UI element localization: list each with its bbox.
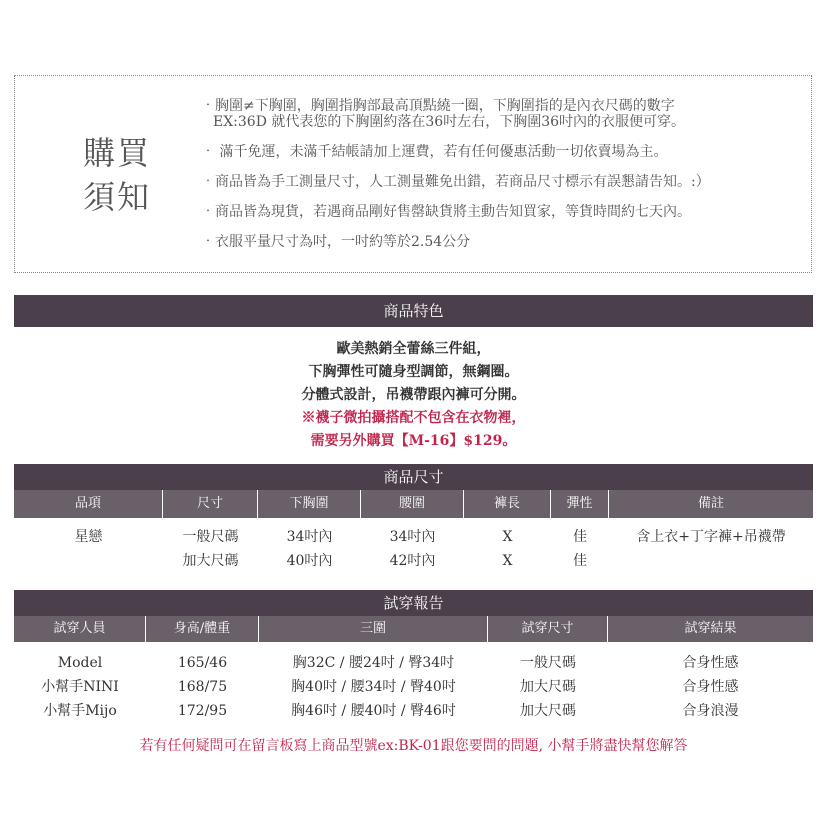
table-cell: 合身浪漫 <box>682 703 739 719</box>
size-header: 商品尺寸 <box>14 464 813 490</box>
report-col-header: 試穿結果 <box>684 621 737 636</box>
notice-item <box>201 98 797 130</box>
table-cell: 星戀 <box>74 529 103 545</box>
feature-warning-line: 需要另外購買【M-16】$129。 <box>310 433 517 449</box>
size-col-header: 備註 <box>697 496 724 511</box>
notice-item-text: EX:36D 就代表您的下胸圍約落在36吋左右，下胸圍36吋內的衣服便可穿。 <box>213 114 686 130</box>
notice-item <box>201 234 797 250</box>
table-row <box>14 549 813 573</box>
notice-title <box>83 131 173 219</box>
report-col-header: 試穿人員 <box>14 616 146 642</box>
size-col-header: 下胸圍 <box>258 490 361 518</box>
table-cell: 172/95 <box>177 703 228 719</box>
table-cell: 42吋內 <box>389 553 436 569</box>
notice-item-text: ‧商品皆為現貨，若遇商品剛好售罄缺貨將主動告知買家，等貨時間約七天內。 <box>201 204 691 220</box>
notice-list <box>201 98 797 264</box>
table-cell: 165/46 <box>177 655 228 671</box>
table-cell: 合身性感 <box>682 655 739 671</box>
table-cell: 一般尺碼 <box>520 655 576 671</box>
table-cell: 34吋內 <box>286 529 333 545</box>
purchase-notice-box <box>14 75 812 273</box>
table-cell: 加大尺碼 <box>520 703 576 719</box>
footer-note: 若有任何疑問可在留言板寫上商品型號ex:BK-01跟您要問的問題, 小幫手將盡快幫您解答 <box>139 738 688 754</box>
table-cell: 胸40吋 / 腰34吋 / 臀40吋 <box>291 679 456 695</box>
table-cell: 加大尺碼 <box>182 553 239 569</box>
report-col-header: 試穿尺寸 <box>488 616 608 642</box>
feature-line: 歐美熱銷全蕾絲三件組， <box>336 341 491 357</box>
size-col-header: 品項 <box>14 490 163 518</box>
table-cell: 小幫手Mijo <box>43 703 117 719</box>
table-cell <box>609 549 813 573</box>
table-cell: 40吋內 <box>286 553 333 569</box>
report-col-header: 三圍 <box>259 616 488 642</box>
notice-item <box>201 174 797 190</box>
table-row <box>14 525 813 549</box>
size-col-header: 褲長 <box>464 490 551 518</box>
size-col-header: 腰圍 <box>361 490 464 518</box>
table-cell: Model <box>57 655 103 671</box>
notice-item-text: ‧衣服平量尺寸為吋，一吋約等於2.54公分 <box>201 234 471 250</box>
notice-item-text: ‧胸圍≠下胸圍，胸圍指胸部最高頂點繞一圈，下胸圍指的是內衣尺碼的數字 <box>201 98 675 114</box>
table-cell: 一般尺碼 <box>182 529 239 545</box>
table-cell: 小幫手NINI <box>41 679 119 695</box>
report-table-body <box>14 651 813 723</box>
report-col-header: 身高/體重 <box>146 616 259 642</box>
table-cell: 加大尺碼 <box>520 679 576 695</box>
table-cell: 胸32C / 腰24吋 / 臀34吋 <box>292 655 455 671</box>
notice-title-line1: 購買 <box>83 134 152 172</box>
notice-item <box>201 144 797 160</box>
features-text <box>14 338 813 453</box>
table-cell: 合身性感 <box>682 679 739 695</box>
size-col-header: 彈性 <box>551 490 609 518</box>
feature-line: 下胸彈性可隨身型調節，無鋼圈。 <box>308 364 519 380</box>
table-cell: X <box>502 529 513 545</box>
size-table-body <box>14 525 813 573</box>
table-cell: 胸46吋 / 腰40吋 / 臀46吋 <box>291 703 456 719</box>
feature-line: 分體式設計，吊襪帶跟內褲可分開。 <box>301 387 526 403</box>
size-col-header: 尺寸 <box>163 490 258 518</box>
table-cell: 含上衣+丁字褲+吊襪帶 <box>636 529 786 545</box>
table-row <box>14 675 813 699</box>
report-table-header <box>14 616 813 642</box>
table-cell: 佳 <box>573 553 587 569</box>
features-header: 商品特色 <box>14 295 813 327</box>
notice-item <box>201 204 797 220</box>
feature-warning-line: ※襪子微拍攝搭配不包含在衣物裡， <box>301 410 526 426</box>
table-cell: 168/75 <box>177 679 228 695</box>
report-header: 試穿報告 <box>14 590 813 616</box>
notice-title-line2: 須知 <box>83 178 152 216</box>
table-row <box>14 699 813 723</box>
table-cell: 佳 <box>573 529 587 545</box>
table-cell <box>14 549 163 573</box>
table-row <box>14 651 813 675</box>
table-cell: X <box>502 553 513 569</box>
notice-item-text: ‧商品皆為手工測量尺寸，人工測量難免出錯，若商品尺寸標示有誤懇請告知。:） <box>201 174 710 190</box>
table-cell: 34吋內 <box>389 529 436 545</box>
size-table-header <box>14 490 813 518</box>
notice-item-text: ‧ 滿千免運，未滿千結帳請加上運費，若有任何優惠活動一切依賣場為主。 <box>201 144 668 160</box>
